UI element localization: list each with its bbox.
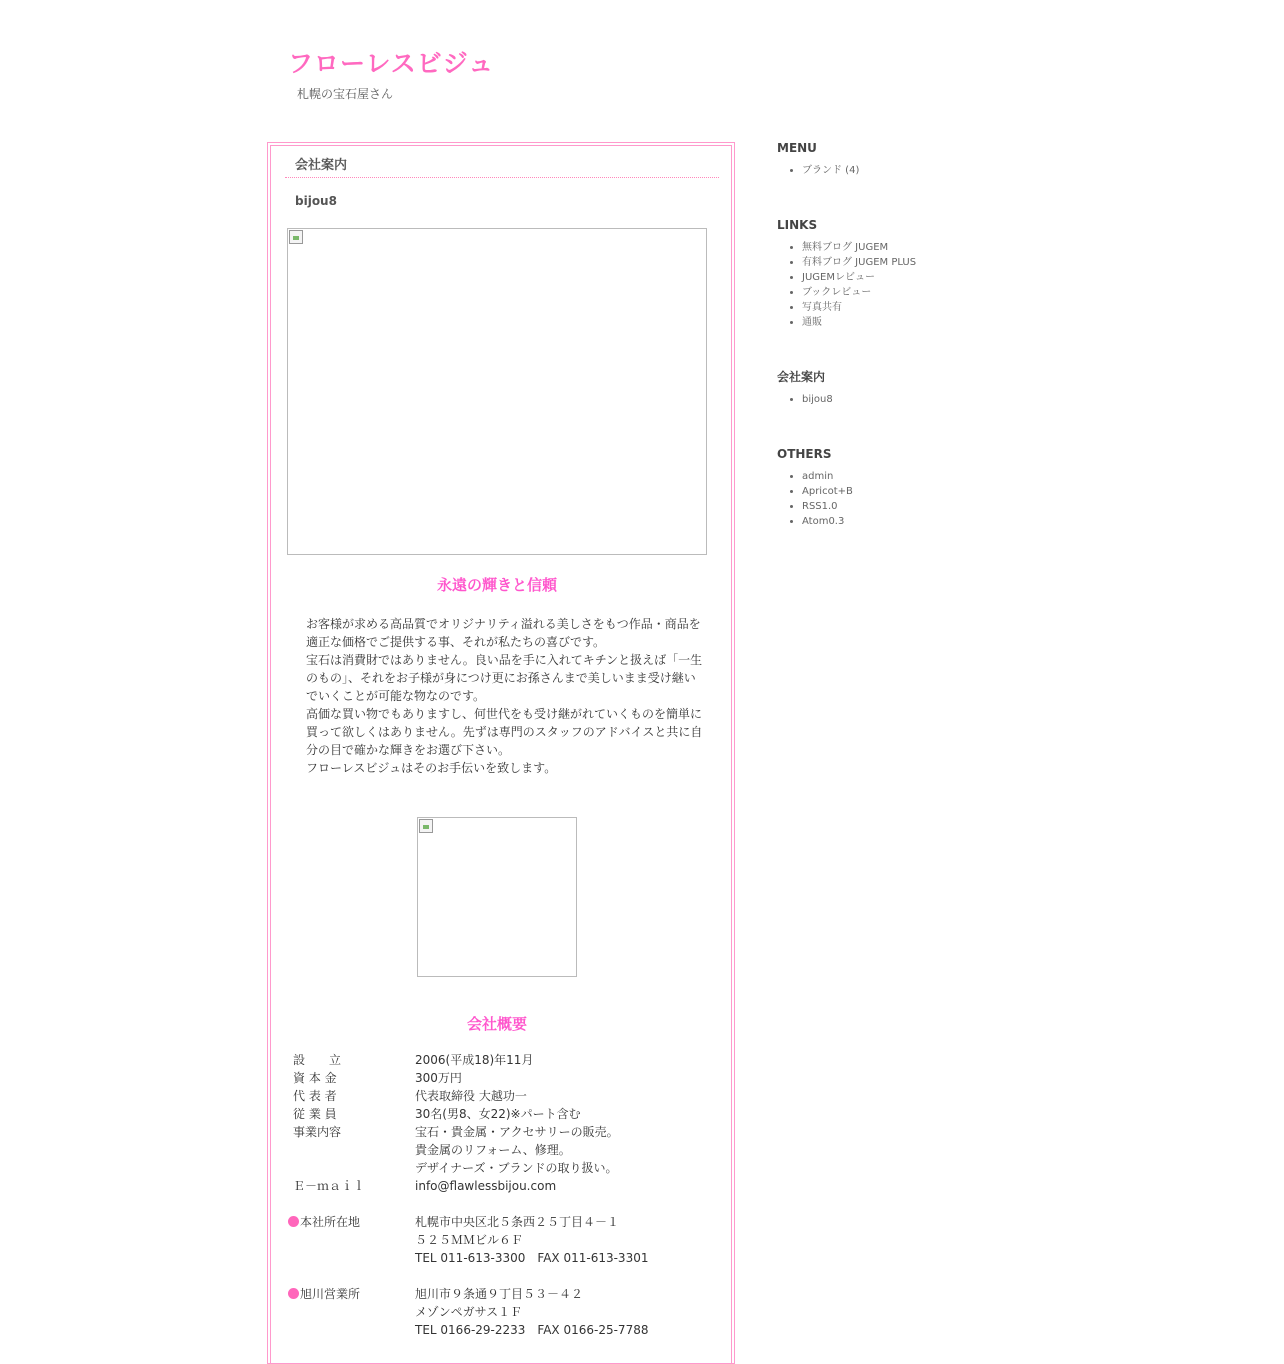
sidebar-others-heading: OTHERS: [777, 447, 832, 461]
pink-bullet-icon: [288, 1288, 299, 1299]
intro-paragraph: フローレスビジュはそのお手伝いを致します。: [306, 761, 557, 775]
profile-label-wrap: [288, 1213, 415, 1231]
sidebar-link-label[interactable]: Apricot+B: [802, 486, 853, 497]
sidebar-link-label[interactable]: 有料ブログ JUGEM PLUS: [802, 257, 917, 268]
sidebar-link[interactable]: [802, 285, 1017, 300]
profile-value: TEL 0166-29-2233 FAX 0166-25-7788: [415, 1323, 649, 1337]
sidebar-item-label[interactable]: bijou8: [802, 394, 833, 405]
sidebar-company-list: [777, 392, 1017, 407]
sidebar-company-heading: 会社案内: [777, 370, 826, 384]
profile-row-branch-cont: [288, 1303, 718, 1321]
broken-image-icon: [289, 230, 303, 244]
profile-value: 代表取締役 大越功一: [415, 1089, 527, 1103]
sidebar-link[interactable]: [802, 499, 1017, 514]
profile-row-capital: [288, 1069, 718, 1087]
profile-label: 本社所在地: [300, 1215, 361, 1229]
profile-value: 札幌市中央区北５条西２５丁目４－１: [415, 1215, 620, 1229]
intro-text: [306, 615, 706, 777]
profile-label-empty: [288, 1231, 415, 1249]
secondary-photo: [417, 817, 577, 977]
site-title[interactable]: フローレスビジュ: [288, 49, 495, 78]
main-photo: [287, 228, 707, 555]
profile-label: 資 本 金: [293, 1071, 337, 1085]
sidebar-link-label[interactable]: admin: [802, 471, 834, 482]
intro-paragraph: お客様が求める高品質でオリジナリティ溢れる美しさをもつ作品・商品を適正な価格でご提供する事、それが私たちの喜びです。: [306, 617, 701, 649]
sidebar-link[interactable]: [802, 240, 1017, 255]
sidebar-link-label[interactable]: JUGEMレビュー: [802, 272, 875, 283]
profile-value: 2006(平成18)年11月: [415, 1053, 534, 1067]
intro-paragraph: 宝石は消費財ではありません。良い品を手に入れてキチンと扱えば「一生のもの」、それをお子様が身につけ更にお孫さんまで美しいまま受け継いでいくことが可能な物なのです。: [306, 653, 703, 703]
profile-label-empty: [288, 1303, 415, 1321]
profile-label: 事業内容: [293, 1125, 342, 1139]
company-overview-heading: 会社概要: [466, 1015, 527, 1033]
profile-row-branch-cont: [288, 1321, 718, 1339]
sidebar-link[interactable]: [802, 514, 1017, 529]
site-description: 札幌の宝石屋さん: [297, 87, 394, 101]
sidebar-item-label[interactable]: ブランド (4): [802, 165, 860, 176]
profile-value: 宝石・貴金属・アクセサリーの販売。: [415, 1125, 619, 1139]
sidebar-link[interactable]: [802, 270, 1017, 285]
profile-row-email: [288, 1177, 718, 1195]
sidebar-link-label[interactable]: 無料ブログ JUGEM: [802, 242, 889, 253]
pink-bullet-icon: [288, 1216, 299, 1227]
sidebar-links-heading: LINKS: [777, 218, 818, 232]
profile-label-empty: [288, 1141, 415, 1159]
sidebar-link[interactable]: [802, 315, 1017, 330]
profile-row-branch: [288, 1285, 718, 1303]
category-title: 会社案内: [295, 158, 348, 173]
profile-label-empty: [288, 1159, 415, 1177]
profile-row-business-cont: [288, 1159, 718, 1177]
sidebar-link-label[interactable]: 写真共有: [802, 302, 842, 313]
sidebar-link[interactable]: [802, 469, 1017, 484]
profile-row-business-cont: [288, 1141, 718, 1159]
sidebar-link-label[interactable]: Atom0.3: [802, 516, 845, 527]
sidebar-menu-list: [777, 163, 1017, 178]
category-divider: [285, 177, 719, 178]
profile-label: 代 表 者: [293, 1089, 337, 1103]
sidebar-link[interactable]: [802, 255, 1017, 270]
sidebar-links-section: [777, 217, 1017, 369]
profile-value: ５２５ＭＭビル６Ｆ: [415, 1233, 524, 1247]
profile-value: メゾンペガサス１Ｆ: [415, 1305, 523, 1319]
sidebar-link-label[interactable]: 通販: [802, 317, 822, 328]
sidebar-menu-section: [777, 140, 1017, 217]
sidebar-others-section: [777, 446, 1017, 529]
profile-row-headquarters: [288, 1213, 718, 1231]
intro-paragraph: 高価な買い物でもありますし、何世代をも受け継がれていくものを簡単に買って欲しくはありません。先ずは専門のスタッフのアドバイスと共に自分の目で確かな輝きをお選び下さい。: [306, 707, 703, 757]
profile-row-staff: [288, 1105, 718, 1123]
profile-row-business: [288, 1123, 718, 1141]
broken-image-icon: [419, 819, 433, 833]
company-profile-table: [288, 1051, 718, 1339]
profile-value: 貴金属のリフォーム、修理。: [415, 1143, 571, 1157]
spacer: [288, 1267, 718, 1285]
profile-row-representative: [288, 1087, 718, 1105]
sidebar-link[interactable]: [802, 484, 1017, 499]
profile-value: 旭川市９条通９丁目５３－４２: [415, 1287, 584, 1301]
sidebar-item-bijou8[interactable]: [802, 392, 1017, 407]
sidebar-link-label[interactable]: ブックレビュー: [802, 287, 872, 298]
profile-label: 旭川営業所: [300, 1287, 361, 1301]
profile-row-hq-cont: [288, 1249, 718, 1267]
profile-label-wrap: [288, 1285, 415, 1303]
profile-label: 従 業 員: [293, 1107, 337, 1121]
sidebar: [777, 140, 1017, 529]
sidebar-link-label[interactable]: RSS1.0: [802, 501, 838, 512]
sidebar-item-brand[interactable]: [802, 163, 1017, 178]
profile-value: 300万円: [415, 1071, 462, 1085]
profile-label: 設 立: [293, 1053, 342, 1067]
entry-title-link[interactable]: bijou8: [295, 194, 337, 208]
email-link[interactable]: info@flawlessbijou.com: [415, 1179, 557, 1193]
profile-label-empty: [288, 1321, 415, 1339]
profile-label-empty: [288, 1249, 415, 1267]
profile-value: 30名(男8、女22)※パート含む: [415, 1107, 581, 1121]
sidebar-company-section: [777, 369, 1017, 446]
profile-label: Ｅ－ｍａｉｌ: [293, 1179, 366, 1193]
sidebar-others-list: [777, 469, 1017, 529]
profile-value: デザイナーズ・ブランドの取り扱い。: [415, 1161, 618, 1175]
profile-value: TEL 011-613-3300 FAX 011-613-3301: [415, 1251, 649, 1265]
sidebar-menu-heading: MENU: [777, 141, 817, 155]
profile-row-hq-cont: [288, 1231, 718, 1249]
sidebar-links-list: [777, 240, 1017, 330]
profile-row-founded: [288, 1051, 718, 1069]
spacer: [288, 1195, 718, 1213]
slogan-heading: 永遠の輝きと信頼: [436, 576, 557, 594]
sidebar-link[interactable]: [802, 300, 1017, 315]
